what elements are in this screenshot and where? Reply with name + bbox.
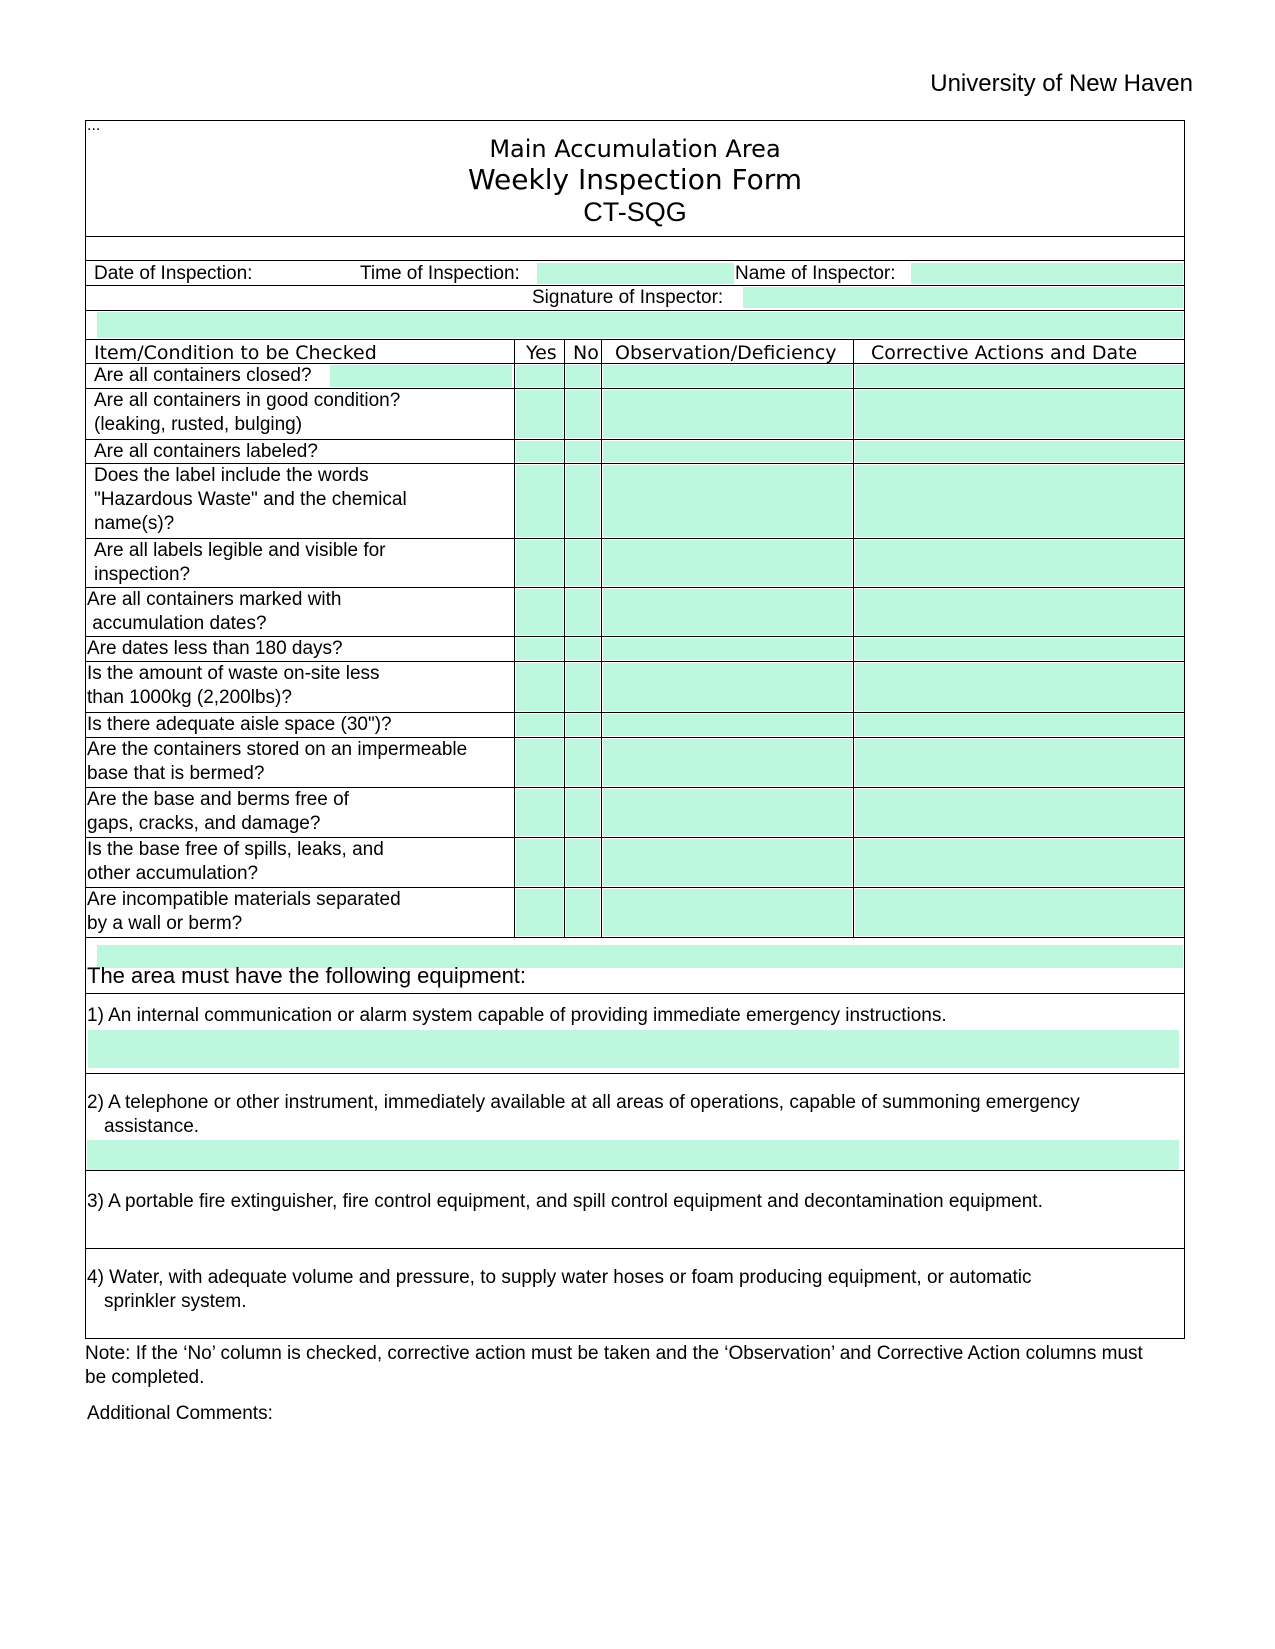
no-cell[interactable]	[566, 540, 600, 586]
note-text: Note: If the ‘No’ column is checked, corrective action must be taken and the ‘Observation’ and Corrective Action columns must be completed.	[85, 1343, 1143, 1388]
item-text-line: base that is bermed?	[87, 763, 265, 784]
corrective-actions-cell[interactable]	[855, 638, 1184, 660]
yes-cell[interactable]	[516, 365, 563, 387]
no-cell[interactable]	[566, 663, 600, 711]
item-text-line: accumulation dates?	[87, 613, 267, 634]
column-header-no: No	[573, 342, 599, 364]
equipment-item-2-text: 2) A telephone or other instrument, immediately available at all areas of operations, capable of summoning emergency	[87, 1092, 1080, 1113]
yes-cell[interactable]	[516, 465, 563, 537]
no-cell[interactable]	[566, 739, 600, 786]
yes-cell[interactable]	[516, 789, 563, 836]
no-cell[interactable]	[566, 589, 600, 635]
observation-cell[interactable]	[603, 465, 852, 537]
blank-fill-row	[97, 312, 1183, 338]
corrective-actions-cell[interactable]	[855, 540, 1184, 586]
item-text-line: Are dates less than 180 days?	[87, 638, 343, 659]
observation-cell[interactable]	[603, 663, 852, 711]
form-title: Weekly Inspection Form	[467, 163, 803, 196]
corrective-actions-cell[interactable]	[855, 365, 1184, 387]
date-of-inspection-label: Date of Inspection:	[94, 263, 253, 284]
no-cell[interactable]	[566, 839, 600, 886]
equipment-item-4-cont: sprinkler system.	[104, 1291, 247, 1312]
yes-cell[interactable]	[516, 638, 563, 660]
corrective-actions-cell[interactable]	[855, 839, 1184, 886]
equipment-item-3	[87, 1190, 1187, 1214]
table-row-item	[87, 588, 342, 636]
no-cell[interactable]	[566, 789, 600, 836]
table-row-item	[87, 662, 380, 710]
column-header-observation: Observation/Deficiency	[615, 342, 837, 364]
equipment-item-2	[87, 1091, 1187, 1139]
table-row-item	[94, 464, 407, 536]
item-text-line: inspection?	[94, 564, 191, 585]
equipment-item-3-text: 3) A portable fire extinguisher, fire control equipment, and spill control equipment and decontamination equipment.	[87, 1191, 1043, 1212]
observation-cell[interactable]	[603, 789, 852, 836]
observation-cell[interactable]	[603, 589, 852, 635]
form-title-area: Main Accumulation Area	[489, 135, 781, 163]
yes-cell[interactable]	[516, 739, 563, 786]
name-of-inspector-label: Name of Inspector:	[735, 263, 896, 284]
yes-cell[interactable]	[516, 714, 563, 736]
item-text-line: other accumulation?	[87, 863, 259, 884]
signature-of-inspector-field[interactable]	[743, 287, 1183, 308]
no-cell[interactable]	[566, 889, 600, 936]
table-row-item	[94, 364, 312, 388]
row-1-item-fill	[330, 365, 512, 387]
additional-comments-label: Additional Comments:	[87, 1403, 273, 1424]
table-row-item	[87, 637, 343, 661]
form-subtitle: CT-SQG	[583, 197, 687, 227]
column-header-item: Item/Condition to be Checked	[94, 342, 377, 364]
time-of-inspection-label: Time of Inspection:	[360, 263, 520, 284]
time-of-inspection-field[interactable]	[537, 263, 734, 284]
observation-cell[interactable]	[603, 365, 852, 387]
equipment-item-4	[87, 1266, 1187, 1314]
equipment-1-field[interactable]	[88, 1030, 1179, 1068]
column-header-yes: Yes	[526, 342, 557, 364]
item-text-line: Is the base free of spills, leaks, and	[87, 839, 384, 860]
item-text-line: Are all containers in good condition?	[94, 390, 401, 411]
table-row-item	[87, 838, 384, 886]
ellipsis-marker: ...	[87, 117, 101, 134]
equipment-item-1-text: 1) An internal communication or alarm system capable of providing immediate emergency instructions.	[87, 1005, 947, 1026]
corrective-actions-cell[interactable]	[855, 889, 1184, 936]
yes-cell[interactable]	[516, 540, 563, 586]
observation-cell[interactable]	[603, 839, 852, 886]
signature-of-inspector-label: Signature of Inspector:	[532, 287, 724, 308]
equipment-item-4-text: 4) Water, with adequate volume and pressure, to supply water hoses or foam producing equipment, or automatic	[87, 1267, 1032, 1288]
yes-cell[interactable]	[516, 889, 563, 936]
item-text-line: Are all containers closed?	[94, 365, 312, 386]
item-text-line: "Hazardous Waste" and the chemical	[94, 489, 407, 510]
yes-cell[interactable]	[516, 390, 563, 438]
equipment-heading: The area must have the following equipment:	[87, 963, 527, 988]
item-text-line: Are all containers labeled?	[94, 441, 318, 462]
item-text-line: Does the label include the words	[94, 465, 369, 486]
corrective-actions-cell[interactable]	[855, 441, 1184, 462]
corrective-actions-cell[interactable]	[855, 714, 1184, 736]
no-cell[interactable]	[566, 714, 600, 736]
item-text-line: than 1000kg (2,200lbs)?	[87, 687, 292, 708]
item-text-line: Is the amount of waste on-site less	[87, 663, 380, 684]
item-text-line: Are all containers marked with	[87, 589, 342, 610]
no-cell[interactable]	[566, 638, 600, 660]
table-row-item	[94, 440, 318, 464]
corrective-actions-cell[interactable]	[855, 789, 1184, 836]
observation-cell[interactable]	[603, 638, 852, 660]
corrective-actions-cell[interactable]	[855, 589, 1184, 635]
table-row-item	[87, 788, 349, 836]
item-text-line: (leaking, rusted, bulging)	[94, 414, 303, 435]
item-text-line: Are all labels legible and visible for	[94, 540, 386, 561]
yes-cell[interactable]	[516, 441, 563, 462]
item-text-line: Are the containers stored on an impermeable	[87, 739, 468, 760]
no-cell[interactable]	[566, 465, 600, 537]
no-cell[interactable]	[566, 441, 600, 462]
item-text-line: by a wall or berm?	[87, 913, 243, 934]
table-row-item	[87, 713, 392, 737]
item-text-line: name(s)?	[94, 513, 175, 534]
observation-cell[interactable]	[603, 739, 852, 786]
corrective-actions-cell[interactable]	[855, 739, 1184, 786]
table-row-item	[94, 389, 400, 437]
equipment-item-2-cont: assistance.	[104, 1116, 200, 1137]
column-header-corrective-actions: Corrective Actions and Date	[871, 342, 1138, 364]
corrective-actions-cell[interactable]	[855, 663, 1184, 711]
corrective-actions-cell[interactable]	[855, 465, 1184, 537]
no-cell[interactable]	[566, 365, 600, 387]
university-name: University of New Haven	[930, 70, 1193, 97]
yes-cell[interactable]	[516, 589, 563, 635]
item-text-line: Are incompatible materials separated	[87, 889, 401, 910]
table-row-item	[87, 738, 467, 786]
item-text-line: gaps, cracks, and damage?	[87, 813, 321, 834]
item-text-line: Is there adequate aisle space (30")?	[87, 714, 392, 735]
observation-cell[interactable]	[603, 714, 852, 736]
observation-cell[interactable]	[603, 390, 852, 438]
observation-cell[interactable]	[603, 540, 852, 586]
yes-cell[interactable]	[516, 839, 563, 886]
no-cell[interactable]	[566, 390, 600, 438]
equipment-item-1	[87, 1004, 1187, 1028]
yes-cell[interactable]	[516, 663, 563, 711]
name-of-inspector-field[interactable]	[911, 263, 1183, 284]
item-text-line: Are the base and berms free of	[87, 789, 349, 810]
observation-cell[interactable]	[603, 889, 852, 936]
table-row-item	[87, 888, 401, 936]
observation-cell[interactable]	[603, 441, 852, 462]
equipment-2-field[interactable]	[87, 1140, 1179, 1170]
corrective-actions-cell[interactable]	[855, 390, 1184, 438]
table-row-item	[94, 539, 386, 587]
